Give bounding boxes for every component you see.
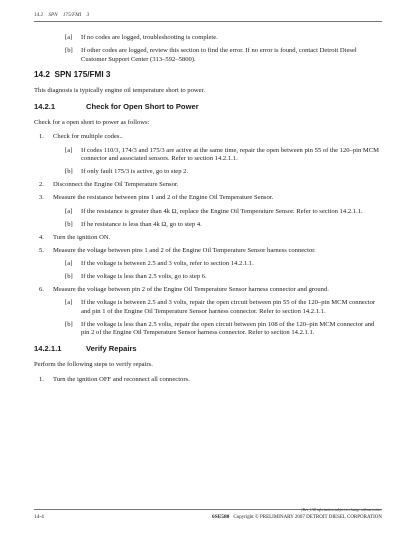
subsubsection-heading xyxy=(34,344,382,354)
copyright: Copyright © PRELIMINARY 2007 DETROIT DIESEL CORPORATION xyxy=(233,515,382,520)
step-item-marker: 2. xyxy=(39,181,44,189)
step-item-marker: 1. xyxy=(39,133,44,141)
verify-step-marker: 1. xyxy=(39,375,44,383)
subsection-intro: Check for a open short to power as follows: xyxy=(34,118,150,126)
subsection-number: 14.2.1 xyxy=(34,101,56,111)
step-sub-item-text: If he resistance is less than 4k Ω, go to step 4. xyxy=(81,220,202,228)
intro-item-text: If other codes are logged, review this section to find the error. If no error is found, contact Detroit Diesel Customer Support Center (313–592–5800). xyxy=(81,47,357,63)
intro-item-marker: [b] xyxy=(65,47,73,55)
step-item-text: Disconnect the Engine Oil Temperature Sensor. xyxy=(53,181,179,189)
step-sub-item xyxy=(65,321,382,338)
step-sub-item xyxy=(65,208,382,217)
steps-list xyxy=(34,133,382,338)
footer-note: (Rev. ) All information subject to change without notice. xyxy=(301,508,382,512)
intro-item-text: If no codes are logged, troubleshooting is complete. xyxy=(81,34,218,41)
subsection-title: Check for Open Short to Power xyxy=(86,101,199,111)
subsubsection-intro: Perform the following steps to verify repairs. xyxy=(34,361,153,369)
step-item-text: Measure the voltage between pins 1 and 2 of the Engine Oil Temperature Sensor harness connector. xyxy=(53,246,316,254)
intro-item-marker: [a] xyxy=(65,34,73,41)
step-sub-item-text: If only fault 175/3 is active, go to step 2. xyxy=(81,168,189,176)
subsubsection-number: 14.2.1.1 xyxy=(34,344,62,354)
footer-right xyxy=(212,514,382,520)
step-sub-item-marker: [a] xyxy=(65,146,73,154)
intro-item xyxy=(65,34,382,43)
step-sub-item-marker: [b] xyxy=(65,273,73,280)
running-head: 14.2 SPN 175/FMI 3 xyxy=(34,12,90,18)
page-number: 14-4 xyxy=(34,514,44,520)
step-sub-item-marker: [a] xyxy=(65,259,73,267)
step-sub-item-text: If the resistance is greater than 4k Ω, replace the Engine Oil Temperature Sensor. Refer to section 14.2.1.1. xyxy=(81,207,363,215)
step-sub-item xyxy=(65,221,382,230)
verify-step xyxy=(39,376,382,385)
step-item-marker: 4. xyxy=(39,233,44,241)
step-sub-item-marker: [b] xyxy=(65,220,73,228)
step-sub-item xyxy=(65,299,382,316)
step-sub-item-text: If the voltage is between 2.5 and 3 volts, refer to section 14.2.1.1. xyxy=(81,259,254,267)
section-heading xyxy=(34,70,382,80)
step-sub-item xyxy=(65,273,382,282)
section-description: This diagnosis is typically engine oil temperature short to power. xyxy=(34,87,206,95)
step-item-text: Measure the voltage between pin 2 of the Engine Oil Temperature Sensor harness connector and ground. xyxy=(53,286,329,294)
step-sub-item-text: If the voltage is less than 2.5 volts, repair the open circuit between pin 108 of the 120–pin MCM connector and pin 2 of the Engine Oil Temperature Sensor harness connector. Refer to section 14.2.1.1. xyxy=(81,320,375,337)
step-sub-item-text: If codes 110/3, 174/3 and 175/3 are active at the same time, repair the open between pin 55 of the 120–pin MCM connector and associated sensors. Refer to section 14.2.1.1. xyxy=(81,146,380,163)
step-item xyxy=(39,286,382,295)
step-item-marker: 6. xyxy=(39,286,44,294)
step-sub-item xyxy=(65,260,382,269)
step-sub-item-marker: [a] xyxy=(65,207,73,215)
page-body xyxy=(34,34,382,389)
verify-step-text: Turn the ignition OFF and reconnect all connectors. xyxy=(53,375,190,383)
step-item-text: Turn the ignition ON. xyxy=(53,233,111,241)
step-item-text: Check for multiple codes.. xyxy=(53,133,123,141)
verify-list xyxy=(34,376,382,385)
step-sub-item xyxy=(65,168,382,177)
step-item-marker: 3. xyxy=(39,194,44,202)
step-sub-item xyxy=(65,147,382,164)
section-number: 14.2 xyxy=(34,70,50,80)
step-item xyxy=(39,133,382,142)
subsubsection-title: Verify Repairs xyxy=(86,344,137,354)
step-sub-item-text: If the voltage is between 2.5 and 3 volts, repair the open circuit between pin 55 of the 120–pin MCM connector and pin 1 of the Engine Oil Temperature Sensor harness connector. Refer to section 14.2.1.1. xyxy=(81,299,376,315)
step-item xyxy=(39,194,382,203)
intro-item xyxy=(65,47,382,64)
step-item-text: Measure the resistance between pins 1 and 2 of the Engine Oil Temperature Sensor. xyxy=(53,194,274,202)
step-item xyxy=(39,181,382,190)
intro-list xyxy=(34,34,382,64)
step-item xyxy=(39,234,382,243)
step-sub-item-text: If the voltage is less than 2.5 volts, go to step 6. xyxy=(81,273,207,280)
step-item-marker: 5. xyxy=(39,246,44,254)
step-sub-item-marker: [b] xyxy=(65,320,73,328)
step-sub-item-marker: [a] xyxy=(65,299,73,307)
section-title: SPN 175/FMI 3 xyxy=(54,70,111,80)
step-item xyxy=(39,247,382,256)
header-rule xyxy=(34,21,382,22)
subsection-heading xyxy=(34,102,382,112)
doc-id: 6SE580 xyxy=(212,514,230,520)
step-sub-item-marker: [b] xyxy=(65,168,73,176)
